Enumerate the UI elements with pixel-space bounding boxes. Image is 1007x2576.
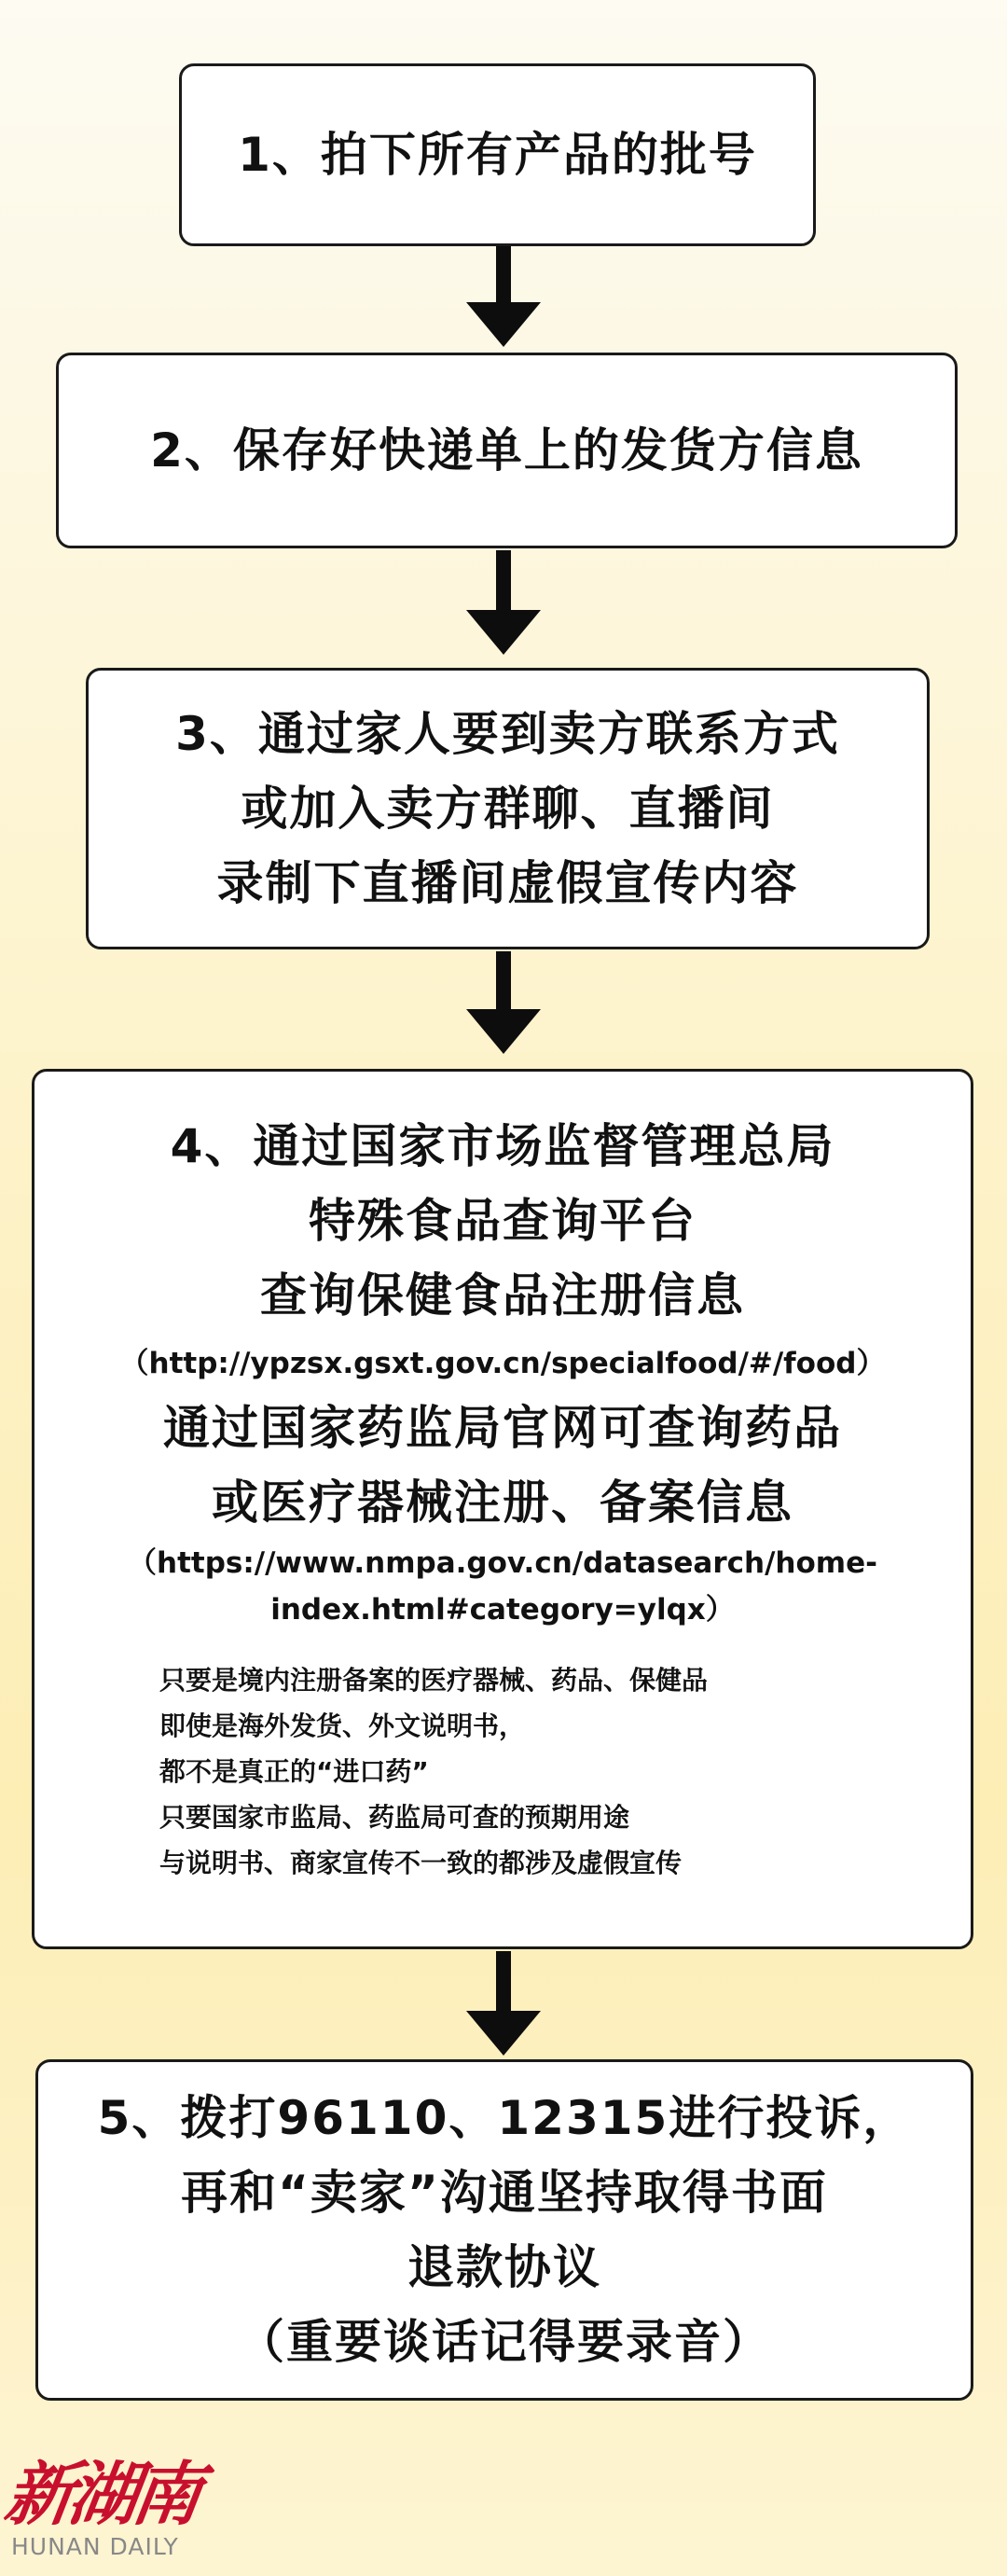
step-1-text: 1、拍下所有产品的批号 bbox=[238, 128, 757, 182]
step-3-box bbox=[86, 668, 930, 949]
step-3-line-2: 或加入卖方群聊、直播间 bbox=[241, 782, 775, 836]
nmpa-url-line-1: （https://www.nmpa.gov.cn/datasearch/home- bbox=[128, 1546, 877, 1580]
step-4-line-1: 4、通过国家市场监督管理总局 bbox=[170, 1119, 835, 1173]
hunan-daily-logo bbox=[0, 2453, 220, 2574]
step-2-box bbox=[56, 353, 958, 548]
note-line: 与说明书、商家宣传不一致的都涉及虚假宣传 bbox=[159, 1848, 683, 1878]
arrow-down-icon bbox=[466, 246, 541, 347]
specialfood-url: （http://ypzsx.gsxt.gov.cn/specialfood/#/food） bbox=[119, 1347, 886, 1380]
step-1-box bbox=[179, 63, 816, 246]
note-line: 即使是海外发货、外文说明书， bbox=[159, 1710, 526, 1741]
logo-name: 新湖南 bbox=[0, 2455, 202, 2535]
step-4-line-5: 或医疗器械注册、备案信息 bbox=[212, 1475, 793, 1530]
arrow-down-icon bbox=[466, 550, 541, 655]
note-line: 只要是境内注册备案的医疗器械、药品、保健品 bbox=[159, 1665, 709, 1696]
nmpa-url-line-2: index.html#category=ylqx） bbox=[270, 1593, 735, 1627]
step-4-box bbox=[32, 1069, 973, 1949]
step-3-line-1: 3、通过家人要到卖方联系方式 bbox=[175, 707, 840, 761]
arrow-down-icon bbox=[466, 951, 541, 1054]
step-5-line-2: 再和“卖家”沟通坚持取得书面 bbox=[181, 2166, 828, 2220]
step-2-text: 2、保存好快递单上的发货方信息 bbox=[150, 423, 863, 478]
note-line: 都不是真正的“进口药” bbox=[159, 1756, 429, 1787]
step-4-notes bbox=[159, 1657, 708, 1886]
step-3-line-3: 录制下直播间虚假宣传内容 bbox=[216, 856, 799, 910]
step-5-line-3: 退款协议 bbox=[407, 2240, 601, 2294]
logo-subtitle: HUNAN DAILY bbox=[11, 2533, 179, 2560]
step-5-line-4: （重要谈话记得要录音） bbox=[238, 2315, 771, 2369]
step-5-line-1: 5、拨打96110、12315进行投诉， bbox=[97, 2091, 912, 2145]
step-4-line-3: 查询保健食品注册信息 bbox=[260, 1268, 745, 1323]
step-4-line-4: 通过国家药监局官网可查询药品 bbox=[163, 1401, 842, 1455]
step-4-line-2: 特殊食品查询平台 bbox=[309, 1194, 697, 1248]
step-5-box bbox=[35, 2059, 973, 2401]
arrow-down-icon bbox=[466, 1951, 541, 2056]
note-line: 只要国家市监局、药监局可查的预期用途 bbox=[159, 1802, 630, 1833]
